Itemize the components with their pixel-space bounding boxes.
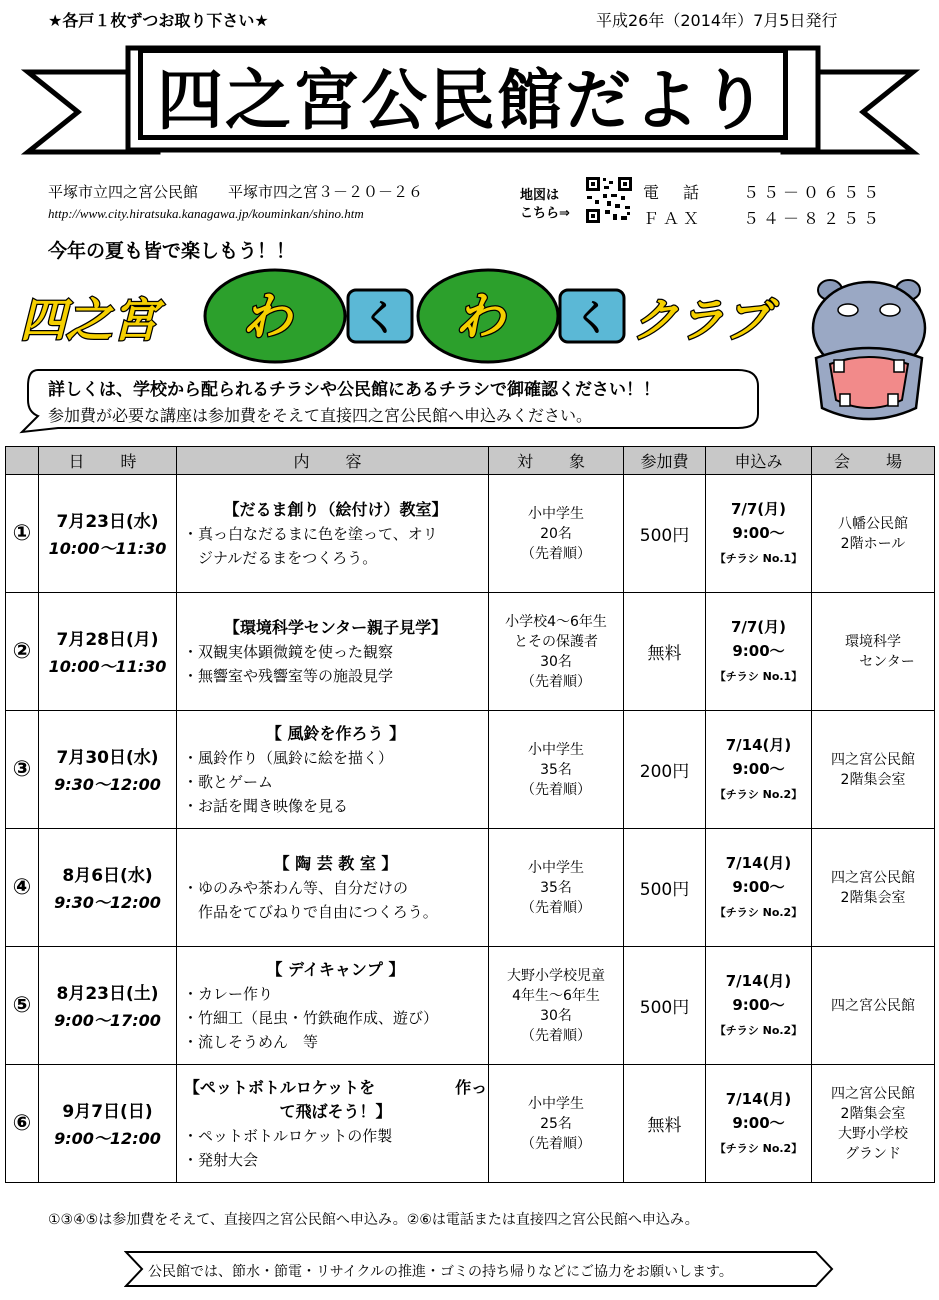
row-date: 7月30日(水) xyxy=(56,748,159,768)
club-title-ku2: く xyxy=(574,298,611,339)
row-venue-line: 四之宮公民館 xyxy=(831,997,915,1014)
row-venue-line: センター xyxy=(831,653,915,670)
row-datetime xyxy=(39,711,177,829)
table-header-row xyxy=(6,447,935,475)
row-time: 10:00～11:30 xyxy=(48,539,167,558)
row-content-line: ・ゆのみや茶わん等、自分だけの xyxy=(183,878,409,897)
address: 平塚市立四之宮公民館 平塚市四之宮３－２０－２６ xyxy=(48,183,424,201)
row-target-line: （先着順） xyxy=(521,1027,591,1044)
qr-code-icon[interactable] xyxy=(585,176,633,224)
row-target xyxy=(489,1065,624,1183)
table-row xyxy=(6,711,935,829)
row-apply-date: 7/14(月) xyxy=(725,735,792,754)
row-target-line: 小中学生 xyxy=(528,741,584,758)
row-venue-line: 大野小学校 xyxy=(838,1125,908,1142)
row-apply xyxy=(706,711,812,829)
row-apply-note: 【チラシ No.2】 xyxy=(714,905,803,919)
row-apply-time: 9:00～ xyxy=(732,877,785,896)
row-apply-date: 7/14(月) xyxy=(725,1089,792,1108)
row-target-line: （先着順） xyxy=(521,673,591,690)
row-content-line: ・真っ白なだるまに色を塗って、オリ xyxy=(183,524,438,543)
club-title-part1: 四之宮 xyxy=(20,293,158,347)
row-content-line: ・ペットボトルロケットの作製 xyxy=(183,1126,393,1145)
row-title: 【ペットボトルロケットを 作って飛ばそう！】 xyxy=(183,1077,488,1121)
row-apply xyxy=(706,829,812,947)
row-content-line: ・竹細工（昆虫・竹鉄砲作成、遊び） xyxy=(183,1008,439,1027)
row-title: 【 風鈴を作ろう 】 xyxy=(265,723,406,743)
row-fee: 500円 xyxy=(624,947,706,1065)
row-target-line: 大野小学校児童 xyxy=(507,967,605,984)
contact-info xyxy=(643,180,883,232)
row-content xyxy=(177,593,489,711)
row-apply-note: 【チラシ No.2】 xyxy=(714,787,803,801)
row-apply xyxy=(706,593,812,711)
row-target-line: 小学校4～6年生 xyxy=(505,613,607,630)
row-datetime xyxy=(39,475,177,593)
row-content xyxy=(177,947,489,1065)
map-label-line1: 地図は xyxy=(520,188,560,203)
row-apply xyxy=(706,947,812,1065)
row-content-line: ・お話を聞き映像を見る xyxy=(183,796,349,815)
row-number: ⑥ xyxy=(6,1065,39,1183)
application-note: ①③④⑤は参加費をそえて、直接四之宮公民館へ申込み。②⑥は電話または直接四之宮公民館へ申込み。 xyxy=(48,1212,699,1228)
row-target-line: （先着順） xyxy=(521,545,591,562)
row-number: ⑤ xyxy=(6,947,39,1065)
row-apply-time: 9:00～ xyxy=(732,995,785,1014)
events-table xyxy=(5,446,935,1183)
row-venue xyxy=(812,475,935,593)
row-target-line: 小中学生 xyxy=(528,505,584,522)
row-number: ③ xyxy=(6,711,39,829)
header-content: 内 容 xyxy=(177,447,489,475)
row-title: 【 デイキャンプ 】 xyxy=(266,959,405,979)
row-target-line: 小中学生 xyxy=(528,859,584,876)
row-content-line: ・風鈴作り（風鈴に絵を描く） xyxy=(183,748,394,767)
row-target-line: （先着順） xyxy=(521,1135,591,1152)
row-apply xyxy=(706,1065,812,1183)
row-venue-line: 2階集会室 xyxy=(840,1105,906,1122)
phone-number: 電 話 ５５－０６５５ xyxy=(643,183,884,202)
club-title xyxy=(20,268,800,368)
row-apply-date: 7/7(月) xyxy=(730,499,787,518)
row-datetime xyxy=(39,947,177,1065)
row-target xyxy=(489,593,624,711)
row-fee: 500円 xyxy=(624,475,706,593)
table-row xyxy=(6,593,935,711)
row-venue-line: 八幡公民館 xyxy=(838,515,908,532)
row-fee: 500円 xyxy=(624,829,706,947)
row-apply-time: 9:00～ xyxy=(732,523,785,542)
row-venue-line: 2階集会室 xyxy=(840,889,906,906)
table-row xyxy=(6,475,935,593)
header-target: 対 象 xyxy=(489,447,624,475)
row-date: 7月23日(水) xyxy=(56,512,159,532)
row-venue-line: 2階集会室 xyxy=(840,771,906,788)
row-target-line: 25名 xyxy=(540,1115,572,1132)
header-date: 日 時 xyxy=(39,447,177,475)
row-target xyxy=(489,711,624,829)
header-venue: 会 場 xyxy=(812,447,935,475)
row-date: 9月7日(日) xyxy=(62,1102,153,1122)
row-content xyxy=(177,475,489,593)
row-venue xyxy=(812,593,935,711)
row-title: 【 陶 芸 教 室 】 xyxy=(273,853,398,873)
table-row xyxy=(6,1065,935,1183)
row-content-line: ・双観実体顕微鏡を使った観察 xyxy=(183,642,394,661)
distribution-note: ★各戸１枚ずつお取り下さい★ xyxy=(48,11,269,30)
row-content-line: ・カレー作り xyxy=(183,984,274,1003)
row-time: 9:00～17:00 xyxy=(54,1011,161,1030)
row-content-line: ・発射大会 xyxy=(183,1150,259,1169)
row-apply-note: 【チラシ No.2】 xyxy=(714,1023,803,1037)
map-label-line2: こちら⇒ xyxy=(520,206,570,221)
row-target-line: 35名 xyxy=(540,761,572,778)
row-date: 7月28日(月) xyxy=(56,630,159,650)
row-target-line: 4年生～6年生 xyxy=(512,987,600,1004)
row-venue xyxy=(812,711,935,829)
row-target-line: 30名 xyxy=(540,1007,572,1024)
row-number: ② xyxy=(6,593,39,711)
row-fee: 200円 xyxy=(624,711,706,829)
issue-date: 平成26年（2014年）7月5日発行 xyxy=(596,11,838,30)
row-apply-date: 7/14(月) xyxy=(725,853,792,872)
row-apply-time: 9:00～ xyxy=(732,759,785,778)
row-content xyxy=(177,1065,489,1183)
row-venue xyxy=(812,829,935,947)
row-datetime xyxy=(39,829,177,947)
row-target-line: （先着順） xyxy=(521,781,591,798)
row-target-line: （先着順） xyxy=(521,899,591,916)
row-datetime xyxy=(39,1065,177,1183)
row-venue-line: 四之宮公民館 xyxy=(831,751,915,768)
website-url[interactable]: http://www.city.hiratsuka.kanagawa.jp/kouminkan/shino.htm xyxy=(48,206,364,221)
row-venue-line: 四之宮公民館 xyxy=(831,1085,915,1102)
bubble-line2: 参加費が必要な講座は参加費をそえて直接四之宮公民館へ申込みください。 xyxy=(48,406,593,425)
row-time: 9:30～12:00 xyxy=(54,775,161,794)
row-venue-line: 四之宮公民館 xyxy=(831,869,915,886)
hippo-mascot-icon xyxy=(806,268,932,430)
row-target-line: 35名 xyxy=(540,879,572,896)
row-target-line: とその保護者 xyxy=(514,633,598,650)
header-apply: 申込み xyxy=(706,447,812,475)
club-title-wa2: わ xyxy=(455,288,505,346)
row-content-line: ・歌とゲーム xyxy=(183,772,274,791)
row-target-line: 小中学生 xyxy=(528,1095,584,1112)
row-date: 8月23日(土) xyxy=(56,984,159,1004)
row-time: 9:30～12:00 xyxy=(54,893,161,912)
fax-number: ＦＡＸ ５４－８２５５ xyxy=(643,209,884,228)
row-apply-note: 【チラシ No.2】 xyxy=(714,1141,803,1155)
club-title-wa1: わ xyxy=(242,288,292,346)
row-content-line: ・流しそうめん 等 xyxy=(183,1032,319,1051)
table-row xyxy=(6,947,935,1065)
row-content-line: 作品をてびねりで自由につくろう。 xyxy=(183,902,438,921)
page-title: 四之宮公民館だより xyxy=(138,48,788,140)
table-row xyxy=(6,829,935,947)
map-label xyxy=(520,187,570,223)
row-content-line: ジナルだるまをつくろう。 xyxy=(183,548,378,567)
row-time: 9:00～12:00 xyxy=(54,1129,161,1148)
club-title-part2: クラブ xyxy=(632,293,770,347)
row-venue-line: 2階ホール xyxy=(840,535,906,552)
row-number: ① xyxy=(6,475,39,593)
bubble-line1: 詳しくは、学校から配られるチラシや公民館にあるチラシで御確認ください！！ xyxy=(48,380,660,400)
row-target-line: 30名 xyxy=(540,653,572,670)
row-target xyxy=(489,947,624,1065)
row-venue xyxy=(812,1065,935,1183)
row-apply-date: 7/14(月) xyxy=(725,971,792,990)
row-venue-line: 環境科学 xyxy=(845,633,901,650)
row-apply-time: 9:00～ xyxy=(732,641,785,660)
row-venue xyxy=(812,947,935,1065)
row-target xyxy=(489,475,624,593)
header-num xyxy=(6,447,39,475)
row-venue-line: グランド xyxy=(845,1145,901,1162)
row-apply xyxy=(706,475,812,593)
row-title: 【だるま創り（絵付け）教室】 xyxy=(223,499,448,519)
row-apply-note: 【チラシ No.1】 xyxy=(714,551,803,565)
row-fee: 無料 xyxy=(624,593,706,711)
row-title: 【環境科学センター親子見学】 xyxy=(223,617,448,637)
row-datetime xyxy=(39,593,177,711)
row-content-line: ・無響室や残響室等の施設見学 xyxy=(183,666,394,685)
row-apply-time: 9:00～ xyxy=(732,1113,785,1132)
header-fee: 参加費 xyxy=(624,447,706,475)
row-content xyxy=(177,711,489,829)
row-fee: 無料 xyxy=(624,1065,706,1183)
row-number: ④ xyxy=(6,829,39,947)
row-content xyxy=(177,829,489,947)
row-apply-date: 7/7(月) xyxy=(730,617,787,636)
footer-message: 公民館では、節水・節電・リサイクルの推進・ゴミの持ち帰りなどにご協力をお願いします。 xyxy=(148,1264,733,1280)
row-target-line: 20名 xyxy=(540,525,572,542)
row-target xyxy=(489,829,624,947)
row-apply-note: 【チラシ No.1】 xyxy=(714,669,803,683)
row-date: 8月6日(水) xyxy=(62,866,153,886)
summer-headline: 今年の夏も皆で楽しもう！！ xyxy=(48,240,296,262)
row-time: 10:00～11:30 xyxy=(48,657,167,676)
club-title-ku1: く xyxy=(362,298,399,339)
